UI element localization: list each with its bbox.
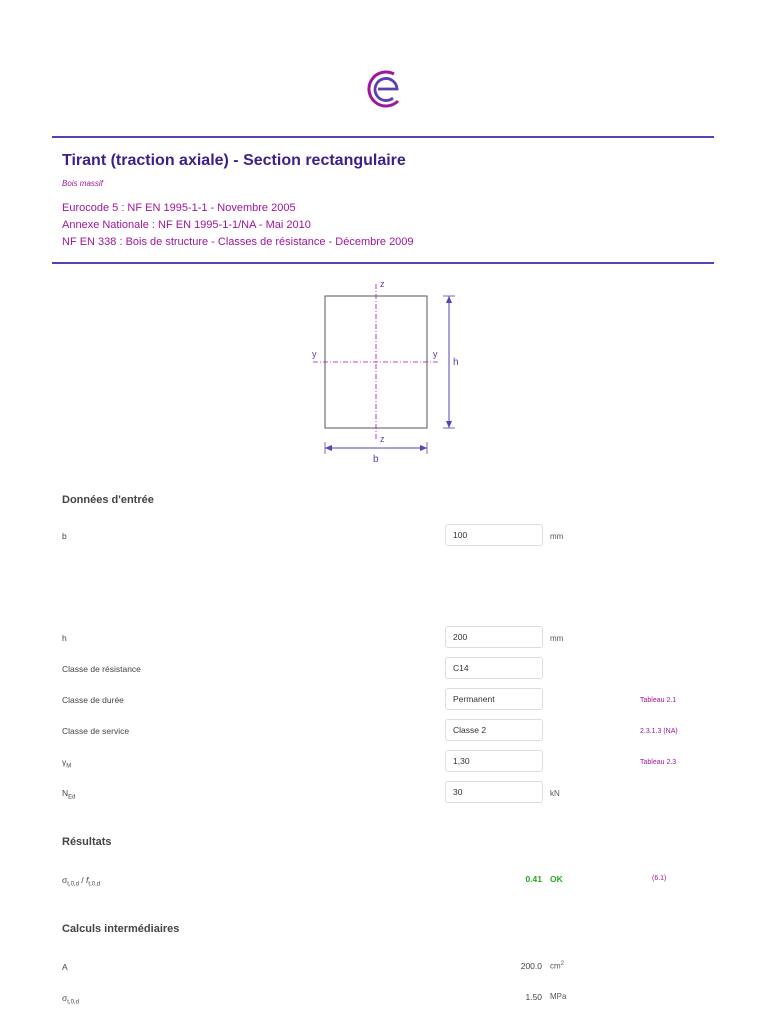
unit-b: mm: [550, 532, 564, 541]
status-badge: OK: [550, 874, 563, 884]
label-b: b: [373, 454, 379, 465]
h-input[interactable]: [445, 626, 543, 648]
label-sigma: $\sigma_{t,0,d}$: [62, 993, 79, 1006]
ref-tableau-2-3: Tableau 2.3: [640, 759, 677, 766]
label-b-input: b: [62, 531, 67, 541]
unit-a: $cm^2$: [550, 961, 565, 971]
label-y-right: y: [433, 349, 438, 359]
label-z-bottom: z: [380, 434, 385, 444]
label-classe-duree: Classe de durée: [62, 695, 124, 705]
gamma-m-input[interactable]: [445, 750, 543, 772]
intermediate-heading: Calculs intermédiaires: [62, 923, 180, 935]
label-y-left: y: [312, 349, 317, 359]
reference-annexe: Annexe Nationale : NF EN 1995-1-1/NA - Mai 2010: [62, 219, 311, 231]
label-classe-resistance: Classe de résistance: [62, 664, 141, 674]
inputs-heading: Données d'entrée: [62, 494, 154, 506]
ref-6-1: (6.1): [652, 875, 667, 882]
label-classe-service: Classe de service: [62, 726, 130, 736]
unit-h: mm: [550, 634, 564, 643]
n-ed-input[interactable]: [445, 781, 543, 803]
label-h-input: h: [62, 633, 67, 643]
section-diagram: [305, 278, 475, 468]
ratio-value: 0.41: [525, 874, 542, 884]
label-n-ed: $N_{Ed}$: [62, 788, 76, 801]
logo-icon: [364, 68, 406, 110]
unit-n-ed: kN: [550, 789, 560, 798]
label-gamma-m: $\gamma_M$: [62, 757, 72, 770]
label-z-top: z: [380, 279, 385, 289]
top-divider: [52, 136, 714, 138]
classe-resistance-input[interactable]: [445, 657, 543, 679]
results-heading: Résultats: [62, 836, 112, 848]
reference-eurocode: Eurocode 5 : NF EN 1995-1-1 - Novembre 2005: [62, 202, 296, 214]
b-input[interactable]: [445, 524, 543, 546]
a-value: 200.0: [520, 961, 542, 971]
ref-tableau-2-1: Tableau 2.1: [640, 697, 677, 704]
label-h: h: [453, 357, 459, 368]
label-a: A: [62, 962, 68, 972]
classe-duree-select[interactable]: [445, 688, 543, 710]
reference-nf-en-338: NF EN 338 : Bois de structure - Classes de résistance - Décembre 2009: [62, 236, 414, 248]
page-subtitle: Bois massif: [62, 179, 103, 188]
page-title: Tirant (traction axiale) - Section rectangulaire: [62, 152, 406, 169]
sigma-value: 1.50: [525, 992, 542, 1002]
classe-service-select[interactable]: [445, 719, 543, 741]
unit-sigma: MPa: [550, 992, 567, 1001]
ref-2-3-1-3-na: 2.3.1.3 (NA): [640, 728, 678, 735]
label-ratio: $\sigma_{t,0,d} / f_{t,0,d}$: [62, 875, 101, 888]
header-divider: [52, 262, 714, 264]
